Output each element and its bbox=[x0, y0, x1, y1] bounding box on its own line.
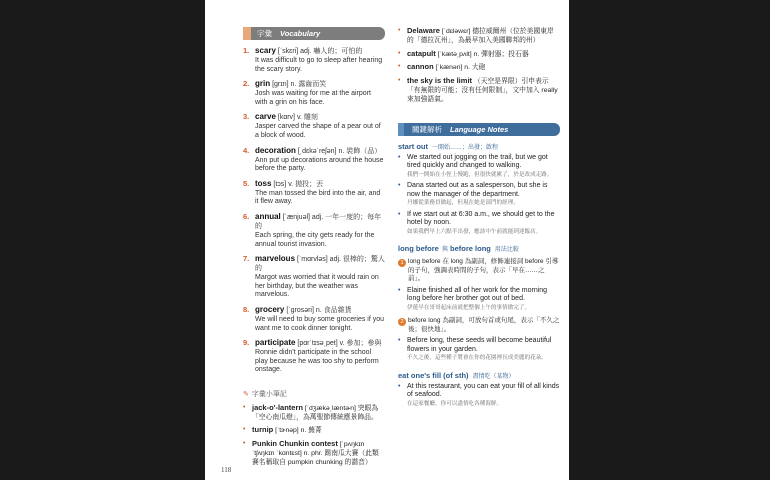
language-notes-header-en: Language Notes bbox=[450, 124, 509, 134]
vocab-pronunciation: [ˈmɑrvləs] bbox=[296, 256, 328, 264]
vocab-item bbox=[243, 112, 385, 140]
continued-note-detail: [ˈkætə͵pʌlt] n. 彈射器；投石器 bbox=[437, 50, 529, 58]
vocab-word: grin bbox=[255, 79, 271, 89]
mini-notes-title bbox=[243, 389, 385, 399]
bullet-icon: • bbox=[398, 286, 401, 294]
continued-note-item bbox=[398, 77, 560, 104]
vocab-pronunciation: [ˈskɛri] bbox=[277, 48, 299, 55]
vocab-pos: v. bbox=[288, 180, 294, 188]
point-text-1: long before 在 long 為副詞，修飾連接詞 before 引導的子句，強調表時間的子句，表示「早在……之前」。 bbox=[408, 258, 559, 283]
continued-note-body bbox=[407, 63, 485, 73]
continued-note-item bbox=[398, 27, 560, 46]
vocab-headline bbox=[255, 338, 385, 348]
example-body bbox=[407, 383, 560, 409]
book-page bbox=[205, 0, 569, 480]
vocab-number: 7. bbox=[243, 254, 250, 264]
continued-note-word: Delaware bbox=[407, 26, 440, 35]
note-eat-fill-title-en: eat one's fill (of sth) bbox=[398, 370, 469, 380]
example-body bbox=[407, 154, 560, 180]
continued-note-word: cannon bbox=[407, 62, 434, 72]
vocab-body bbox=[255, 254, 385, 300]
example-en: Before long, these seeds will become beautiful flowers in your garden. bbox=[407, 336, 552, 353]
vocab-example: The man tossed the bird into the air, and it flew away. bbox=[255, 189, 381, 206]
vocab-meaning-zh: 露齒而笑 bbox=[298, 81, 327, 89]
vocab-word: toss bbox=[255, 178, 272, 188]
vocab-headline bbox=[255, 146, 385, 156]
bullet-icon: • bbox=[398, 182, 401, 190]
bullet-icon: • bbox=[398, 336, 401, 344]
continued-note-body bbox=[407, 50, 529, 60]
mini-note-word: jack-o'-lantern bbox=[252, 402, 303, 412]
vocab-example: Ronnie didn't participate in the school play because he was too shy to perform onstage. bbox=[255, 349, 379, 374]
vocab-number: 2. bbox=[243, 79, 250, 89]
vocab-item bbox=[243, 146, 385, 174]
bullet-icon: • bbox=[398, 27, 401, 34]
vocab-meaning-zh: 參加；參與 bbox=[346, 340, 382, 348]
vocab-headline bbox=[255, 305, 385, 315]
vocab-pronunciation: [pɑrˈtɪsə͵pet] bbox=[297, 340, 338, 348]
vocab-number: 9. bbox=[243, 338, 250, 348]
note-point-1 bbox=[398, 258, 560, 283]
bullet-icon: • bbox=[398, 382, 401, 390]
vocab-pronunciation: [ˈænjuəl] bbox=[282, 213, 310, 221]
example-zh: 不久之後，這些種子將會在你的花園裡長成美麗的花朵。 bbox=[407, 355, 547, 362]
vocab-meaning-zh: 拋投；丟 bbox=[295, 180, 324, 188]
vocab-word: marvelous bbox=[255, 254, 296, 264]
example-en: If we start out at 6:30 a.m., we should get to the hotel by noon. bbox=[407, 210, 555, 227]
mini-note-body bbox=[252, 426, 322, 436]
vocab-pos: adj. bbox=[300, 48, 312, 55]
vocab-number: 3. bbox=[243, 112, 250, 122]
vocab-meaning-zh: 一年一度的；每年的 bbox=[255, 213, 382, 230]
vocab-pos: v. bbox=[339, 340, 345, 348]
vocab-body bbox=[255, 212, 385, 249]
example-body bbox=[407, 211, 560, 237]
vocab-item bbox=[243, 305, 385, 333]
mini-note-detail: [ˈdʒækə͵læntɚn] 突眼為「空心南瓜燈」，為萬聖節傳統應景飾品。 bbox=[252, 404, 379, 421]
page-number: 118 bbox=[221, 466, 232, 474]
vocab-word: annual bbox=[255, 211, 281, 221]
note-start-out-examples bbox=[398, 154, 560, 237]
note-long-before-title-mid: 與 bbox=[441, 247, 448, 254]
vocabulary-header bbox=[243, 27, 385, 40]
vocab-item bbox=[243, 212, 385, 249]
language-notes-header bbox=[398, 123, 560, 136]
vocab-word: scary bbox=[255, 46, 276, 55]
example-zh: 如果我們早上六點半出發，應該中午前就能到達飯店。 bbox=[407, 228, 542, 235]
mini-notes-list bbox=[243, 404, 385, 468]
bullet-icon: • bbox=[398, 153, 401, 161]
vocab-item bbox=[243, 338, 385, 375]
vocab-pos: n. bbox=[315, 306, 322, 314]
note-eat-fill-title bbox=[398, 371, 560, 380]
example-en: At this restaurant, you can eat your fill of all kinds of seafood. bbox=[407, 382, 560, 399]
bullet-icon: • bbox=[398, 210, 401, 218]
vocabulary-header-zh: 字彙 bbox=[257, 29, 272, 38]
vocab-number: 5. bbox=[243, 178, 250, 188]
vocab-word: grocery bbox=[255, 304, 285, 314]
note-long-before-title-a: long before bbox=[398, 244, 439, 254]
bullet-icon: • bbox=[398, 77, 401, 85]
point-text-2: before long 為副詞，可放句首或句尾，表示「不久之後；很快地」。 bbox=[408, 317, 560, 333]
vocab-item bbox=[243, 46, 385, 74]
note-example bbox=[398, 337, 560, 363]
note-eat-fill-examples bbox=[398, 383, 560, 409]
mini-notes-title-text: 字彙小筆記 bbox=[251, 390, 287, 398]
vocab-number: 4. bbox=[243, 145, 250, 155]
vocab-body bbox=[255, 179, 385, 207]
vocab-pronunciation: [grɪn] bbox=[272, 81, 289, 89]
vocab-word: carve bbox=[255, 112, 276, 122]
vocab-word: participate bbox=[255, 338, 296, 348]
point-number-2: 2 bbox=[398, 318, 406, 326]
example-en: We started out jogging on the trail, but we got tired quickly and changed to walking. bbox=[407, 153, 548, 170]
vocab-headline bbox=[255, 212, 385, 231]
note-start-out-title-zh: 一開始……；出發；啟程 bbox=[432, 144, 499, 151]
example-en: Elaine finished all of her work for the morning long before her brother got out of bed. bbox=[407, 286, 548, 303]
example-zh: 丹娜從業務員做起，但現在她是部門的經理。 bbox=[407, 200, 519, 207]
vocab-pos: n. bbox=[290, 81, 297, 89]
vocab-number: 8. bbox=[243, 304, 250, 314]
note-example bbox=[398, 154, 560, 180]
vocab-body bbox=[255, 46, 385, 74]
vocab-example: We will need to buy some groceries if you want me to cook dinner tonight. bbox=[255, 315, 385, 332]
vocab-body bbox=[255, 305, 385, 333]
continued-note-detail: （天空是界限）引申表示「有無限的可能；沒有任何限制」，文中加入 really 來加強語氣。 bbox=[407, 78, 558, 103]
bullet-icon: • bbox=[243, 426, 246, 434]
dark-background bbox=[569, 0, 770, 480]
bullet-icon: • bbox=[243, 440, 246, 448]
vocab-pos: adj. bbox=[311, 213, 324, 221]
vocab-body bbox=[255, 79, 385, 107]
mini-note-detail: [ˈpʌŋkɪn ˈtʃʌŋkɪn ˈkɑntɛst] n. phr. 踢南瓜大賽（此類賽名稱取自 pumpkin chunking 的諧音） bbox=[252, 441, 379, 466]
continued-note-body bbox=[407, 77, 560, 104]
continued-note-word: the sky is the limit bbox=[407, 76, 473, 86]
vocab-headline bbox=[255, 179, 385, 189]
vocab-headline bbox=[255, 254, 385, 273]
point-number-1: 1 bbox=[398, 259, 406, 267]
vocab-body bbox=[255, 112, 385, 140]
left-column bbox=[243, 27, 385, 472]
continued-note-detail: [ˈdɛləwɛr] 德拉威爾州（位於美國東岸的「德拉瓦州」，為最早加入美國聯邦的州） bbox=[407, 28, 554, 44]
vocab-meaning-zh: 嚇人的；可怕的 bbox=[313, 48, 363, 55]
vocab-headline bbox=[255, 112, 385, 122]
example-body bbox=[407, 182, 560, 208]
mini-note-item bbox=[243, 404, 385, 423]
vocab-item bbox=[243, 79, 385, 107]
language-notes-header-zh: 關鍵解析 bbox=[412, 124, 442, 134]
note-long-before-title bbox=[398, 244, 560, 253]
vocab-item bbox=[243, 179, 385, 207]
mini-note-word: turnip bbox=[252, 425, 274, 435]
example-zh: 在這家餐廳，你可以盡情吃各種海鮮。 bbox=[407, 400, 503, 407]
continued-notes-list bbox=[398, 27, 560, 105]
mini-note-detail: [ˈtɝnəp] n. 蕪菁 bbox=[275, 427, 322, 435]
note-example bbox=[398, 383, 560, 409]
continued-note-word: catapult bbox=[407, 48, 436, 58]
note-start-out-title-en: start out bbox=[398, 141, 428, 151]
mini-note-item bbox=[243, 440, 385, 467]
vocab-pronunciation: [tɔs] bbox=[273, 180, 287, 188]
note-example bbox=[398, 211, 560, 237]
vocab-example: Ann put up decorations around the house before the party. bbox=[255, 156, 384, 173]
vocab-pronunciation: [ˈgrosəri] bbox=[286, 306, 314, 314]
vocab-headline bbox=[255, 46, 385, 56]
vocab-word: decoration bbox=[255, 145, 296, 155]
vocab-example: Margot was worried that it would rain on her birthday, but the weather was marvelous. bbox=[255, 274, 379, 299]
continued-note-body bbox=[407, 27, 560, 46]
vocab-example: It was difficult to go to sleep after hearing the scary story. bbox=[255, 57, 383, 73]
example-en: Dana started out as a salesperson, but she is now the manager of the department. bbox=[407, 182, 548, 198]
vocab-pos: v. bbox=[296, 114, 302, 122]
vocab-body bbox=[255, 338, 385, 375]
note-long-before-title-zh: 用法比較 bbox=[494, 247, 519, 254]
mini-note-body bbox=[252, 404, 385, 423]
bullet-icon: • bbox=[398, 49, 401, 57]
vocab-pos: n. bbox=[338, 147, 345, 155]
note-example bbox=[398, 182, 560, 208]
vocab-example: Jasper carved the shape of a pear out of a block of wood. bbox=[255, 123, 381, 139]
vocabulary-list bbox=[243, 46, 385, 375]
continued-note-item bbox=[398, 50, 560, 60]
mini-note-word: Punkin Chunkin contest bbox=[252, 439, 338, 449]
vocab-number: 6. bbox=[243, 211, 250, 221]
bullet-icon: • bbox=[243, 403, 246, 411]
vocabulary-header-en: Vocabulary bbox=[280, 29, 321, 38]
example-zh: 我們一開始在小徑上慢跑，但很快就累了，於是改成走路。 bbox=[407, 171, 553, 178]
vocab-meaning-zh: 雕刻 bbox=[303, 114, 318, 122]
vocab-example: Each spring, the city gets ready for the annual tourist invasion. bbox=[255, 231, 375, 248]
continued-note-detail: [ˈkænən] n. 大砲 bbox=[435, 64, 486, 72]
vocab-example: Josh was waiting for me at the airport with a grin on his face. bbox=[255, 90, 371, 106]
note-start-out-title bbox=[398, 142, 560, 151]
note-long-before-title-b: before long bbox=[450, 244, 491, 254]
note-point-2 bbox=[398, 317, 560, 334]
mini-note-body bbox=[252, 440, 385, 467]
vocab-meaning-zh: 很棒的；驚人的 bbox=[255, 256, 385, 273]
vocab-item bbox=[243, 254, 385, 300]
vocab-pos: adj. bbox=[329, 256, 341, 264]
pencil-icon: ✎ bbox=[243, 390, 249, 398]
note-example bbox=[398, 287, 560, 313]
vocab-meaning-zh: 食品雜貨 bbox=[323, 306, 352, 314]
example-zh: 伊蓮早在哥哥起床前就把整個上午的事情做完了。 bbox=[407, 304, 531, 311]
mini-note-item bbox=[243, 426, 385, 436]
note-eat-fill-title-zh: 盡情吃（某物） bbox=[472, 373, 515, 380]
continued-note-item bbox=[398, 63, 560, 73]
vocab-pronunciation: [͵dɛkəˈreʃən] bbox=[297, 147, 337, 155]
vocab-body bbox=[255, 146, 385, 174]
bullet-icon: • bbox=[398, 63, 401, 71]
vocab-headline bbox=[255, 79, 385, 89]
vocab-number: 1. bbox=[243, 46, 250, 55]
vocab-pronunciation: [kɑrv] bbox=[277, 114, 295, 122]
vocab-meaning-zh: 裝飾（品） bbox=[346, 147, 382, 155]
right-column bbox=[398, 27, 560, 408]
